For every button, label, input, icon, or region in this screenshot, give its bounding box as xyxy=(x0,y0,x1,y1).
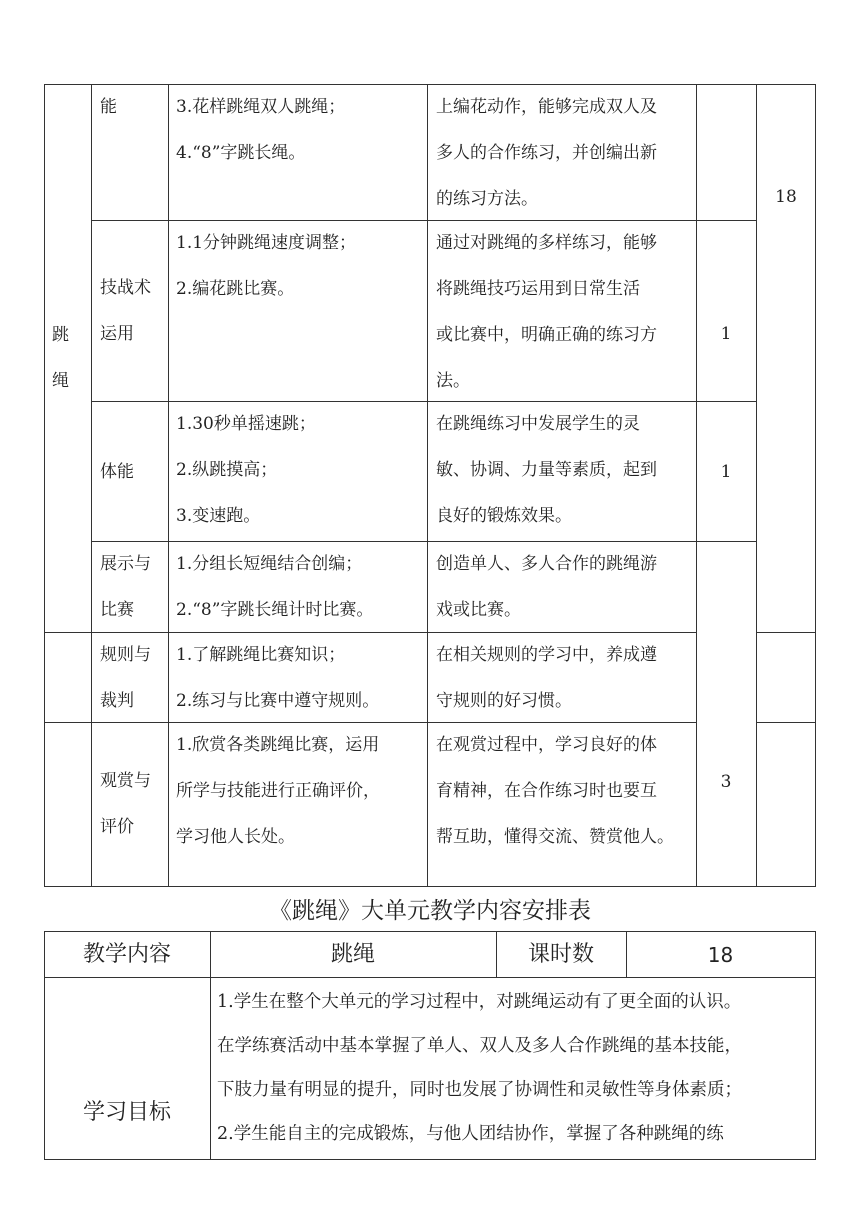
item-line: 运用 xyxy=(100,324,134,344)
content-line: 1.1分钟跳绳速度调整； xyxy=(176,233,357,253)
row2-hours: 1 xyxy=(720,462,732,482)
content-line: 2.“8”字跳长绳计时比赛。 xyxy=(176,600,374,620)
row2-content xyxy=(176,401,316,539)
hours-value: 18 xyxy=(707,943,734,967)
goal-line: 的练习方法。 xyxy=(436,189,538,209)
goal-line: 在观赏过程中，学习良好的体 xyxy=(436,735,657,755)
row5-content xyxy=(176,722,380,860)
row0-content xyxy=(176,84,345,176)
goal-line: 戏或比赛。 xyxy=(436,600,521,620)
item-line: 观赏与 xyxy=(100,771,151,791)
objective-label: 学习目标 xyxy=(82,1100,171,1125)
hours-label: 课时数 xyxy=(527,942,594,967)
row2-goal xyxy=(436,401,657,539)
goal-line: 将跳绳技巧运用到日常生活 xyxy=(436,279,640,299)
row1-hours: 1 xyxy=(720,324,732,344)
content-line: 2.编花跳比赛。 xyxy=(176,279,295,299)
content-line: 1.30秒单摇速跳； xyxy=(176,414,316,434)
row2-item: 体能 xyxy=(100,462,134,482)
content-line: 2.练习与比赛中遵守规则。 xyxy=(176,691,380,711)
content-line: 1.欣赏各类跳绳比赛，运用 xyxy=(176,735,380,755)
row1-goal xyxy=(436,220,657,404)
content-line: 3.花样跳绳双人跳绳； xyxy=(176,97,346,117)
goal-line: 多人的合作练习，并创编出新 xyxy=(436,143,657,163)
goal-line: 在相关规则的学习中，养成遵 xyxy=(436,645,657,665)
row4-content xyxy=(176,632,379,724)
content-line: 1.了解跳绳比赛知识； xyxy=(176,645,346,665)
goal-line: 敏、协调、力量等素质，起到 xyxy=(436,460,657,480)
item-line: 展示与 xyxy=(100,554,151,574)
row4-goal xyxy=(436,632,657,724)
row0-goal xyxy=(436,84,657,222)
row0-item: 能 xyxy=(100,97,117,117)
goal-line: 在跳绳练习中发展学生的灵 xyxy=(436,414,640,434)
goal-line: 上编花动作，能够完成双人及 xyxy=(436,97,657,117)
content-line: 2.纵跳摸高； xyxy=(176,460,278,480)
goal-line: 帮互助，懂得交流、赞赏他人。 xyxy=(436,827,674,847)
goal-line: 创造单人、多人合作的跳绳游 xyxy=(436,554,657,574)
item-line: 技战术 xyxy=(100,278,151,298)
row5-goal xyxy=(436,722,674,860)
objective-text xyxy=(217,980,817,1156)
content-label: 教学内容 xyxy=(82,942,171,967)
item-line: 规则与 xyxy=(100,645,151,665)
content-line: 1.分组长短绳结合创编； xyxy=(176,554,363,574)
objective-line: 1.学生在整个大单元的学习过程中，对跳绳运动有了更全面的认识。 xyxy=(217,992,742,1012)
row3-content xyxy=(176,541,373,633)
goal-line: 法。 xyxy=(436,371,470,391)
objective-line: 在学练赛活动中基本掌握了单人、双人及多人合作跳绳的基本技能， xyxy=(217,1036,742,1056)
goal-line: 或比赛中，明确正确的练习方 xyxy=(436,325,657,345)
goal-line: 守规则的好习惯。 xyxy=(436,691,572,711)
goal-line: 育精神，在合作练习时也要互 xyxy=(436,781,657,801)
content-line: 所学与技能进行正确评价， xyxy=(176,781,380,801)
category-cell xyxy=(52,312,69,404)
item-line: 裁判 xyxy=(100,691,134,711)
row4-item xyxy=(100,632,151,724)
objective-line: 下肢力量有明显的提升，同时也发展了协调性和灵敏性等身体素质； xyxy=(217,1080,742,1100)
content-line: 3.变速跑。 xyxy=(176,506,261,526)
total-hours: 18 xyxy=(775,187,797,207)
row1-content xyxy=(176,220,356,312)
content-line: 学习他人长处。 xyxy=(176,827,295,847)
row5-item xyxy=(100,758,151,850)
content-line: 4.“8”字跳长绳。 xyxy=(176,143,306,163)
item-line: 比赛 xyxy=(100,600,134,620)
category-char: 绳 xyxy=(52,371,69,391)
category-char: 跳 xyxy=(52,325,69,345)
row1-item xyxy=(100,265,151,357)
item-line: 评价 xyxy=(100,817,134,837)
objective-line: 2.学生能自主的完成锻炼，与他人团结协作，掌握了各种跳绳的练 xyxy=(217,1124,724,1144)
goal-line: 良好的锻炼效果。 xyxy=(436,506,572,526)
content-value: 跳绳 xyxy=(330,942,375,967)
row3-item xyxy=(100,541,151,633)
row3-goal xyxy=(436,541,657,633)
merged-hours: 3 xyxy=(720,772,732,792)
table2-title: 《跳绳》大单元教学内容安排表 xyxy=(269,898,591,924)
goal-line: 通过对跳绳的多样练习，能够 xyxy=(436,233,657,253)
